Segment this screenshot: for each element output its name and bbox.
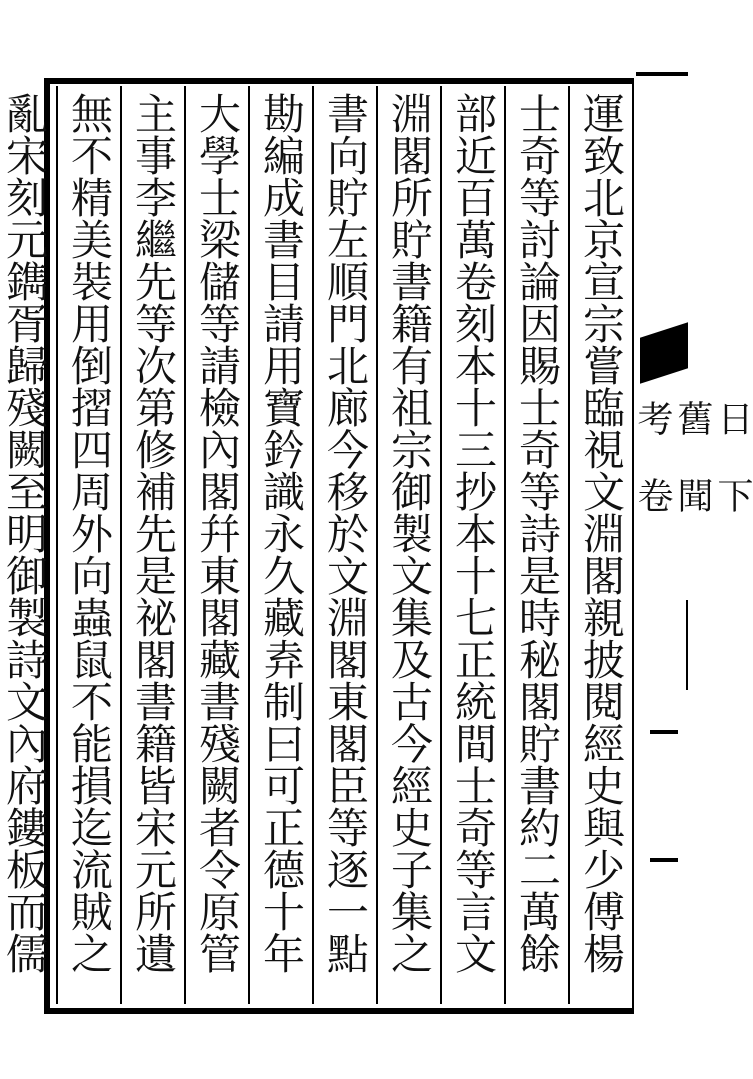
column-text: 運致北京宣宗嘗臨視文淵閣親披閱經史與少傅楊	[577, 92, 626, 974]
text-column-4	[376, 86, 440, 1004]
text-column-5	[312, 86, 376, 1004]
text-column-9	[56, 86, 120, 1004]
column-text: 大學士梁儲等請檢內閣幷東閣藏書殘闕者令原管	[193, 92, 242, 974]
fold-fishtail-mark	[640, 322, 688, 384]
column-text: 主事李繼先等次第修補先是祕閣書籍皆宋元所遺	[129, 92, 178, 974]
column-text: 士奇等討論因賜士奇等詩是時秘閣貯書約二萬餘	[513, 92, 562, 974]
text-column-10	[0, 86, 56, 1004]
text-column-6	[248, 86, 312, 1004]
edge-vertical-line	[686, 600, 688, 690]
edge-dash-upper	[650, 730, 678, 734]
text-column-8	[120, 86, 184, 1004]
text-block	[0, 86, 632, 1004]
column-text: 淵閣所貯書籍有祖宗御製文集及古今經史子集之	[385, 92, 434, 974]
edge-title	[632, 400, 753, 550]
column-text: 書向貯左順門北廊今移於文淵閣東閣臣等逐一點	[321, 92, 370, 974]
column-text: 無不精美裝用倒摺四周外向蟲鼠不能損迄流賊之	[65, 92, 114, 974]
edge-title-text: 日 下 舊 聞 考 卷	[632, 400, 753, 513]
column-text: 部近百萬卷刻本十三抄本十七正統間士奇等言文	[449, 92, 498, 974]
column-text: 亂宋刻元鐫胥歸殘闕至明御製詩文內府鏤板而儒	[0, 92, 49, 974]
text-column-3	[440, 86, 504, 1004]
column-text: 勘編成書目請用寶鈐識永久藏弆制曰可正德十年	[257, 92, 306, 974]
text-column-7	[184, 86, 248, 1004]
text-column-1	[568, 86, 632, 1004]
edge-top-rule	[636, 72, 688, 76]
text-column-2	[504, 86, 568, 1004]
edge-dash-lower	[650, 858, 678, 862]
